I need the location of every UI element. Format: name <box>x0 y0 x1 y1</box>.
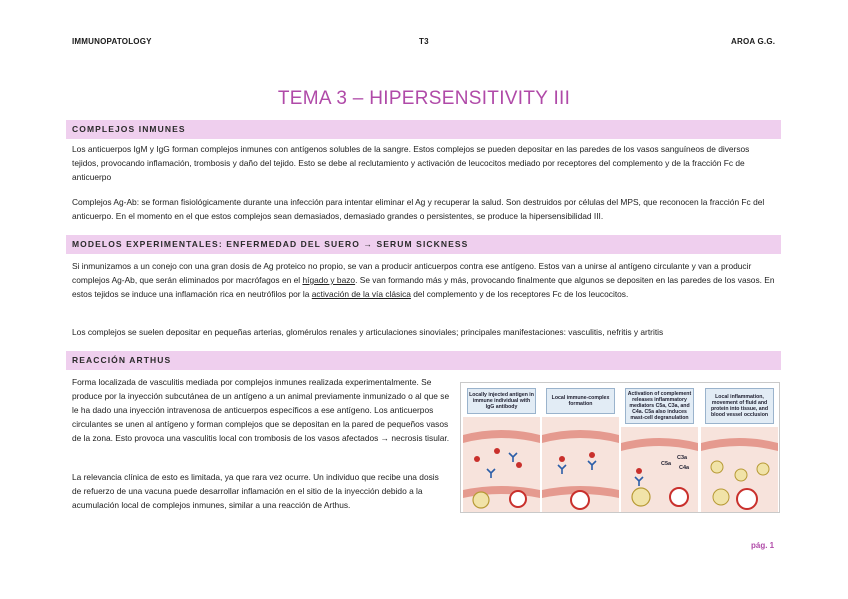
figure-panel-4 <box>701 385 778 512</box>
figure-caption-3: Activation of complement releases inflammatory mediators C5a, C3a, and C4a. C5a also induces mast-cell degranulation <box>625 388 694 424</box>
panel-4-illustration <box>701 385 778 512</box>
text-run: . Se van formando más y más, provocando finalmente que algunos se depositen en las paredes de los vasos. En estos tejidos se induce una inflamación rica en neutrófilos por la <box>72 275 775 299</box>
antigen-dot <box>516 462 522 468</box>
figure-caption-4: Local inflammation, movement of fluid and protein into tissue, and blood vessel occlusion <box>705 388 774 424</box>
label-c4a: C4a <box>679 465 690 471</box>
panel-3-illustration <box>621 385 698 512</box>
page-number: pág. 1 <box>751 541 775 550</box>
paragraph-arthus-2: La relevancia clínica de esto es limitada, ya que rara vez ocurre. Un individuo que recibe una dosis de refuerzo de una vacuna puede desarrollar inflamación en el sitio de la inyección debido a la acumulación local de complejos inmunes, similar a una reacción de Arthus. <box>72 472 439 510</box>
figure-panel-2 <box>542 385 619 512</box>
section-heading-modelos: MODELOS EXPERIMENTALES: ENFERMEDAD DEL SUERO → SERUM SICKNESS <box>66 235 781 254</box>
mast-cell <box>632 488 650 506</box>
header-author: AROA G.G. <box>731 37 776 46</box>
underlined-term-classical-pathway: activación de la vía clásica <box>311 289 411 299</box>
neutrophil <box>711 461 723 473</box>
figure-caption-2: Local immune-complex formation <box>546 388 615 414</box>
red-cell <box>571 491 589 509</box>
underlined-term-liver-spleen: hígado y bazo <box>302 275 356 285</box>
paragraph-arthus-1: Forma localizada de vasculitis mediada por complejos inmunes realizada experimentalmente. Se produce por la inyección subcutánea de un antígeno a un animal previamente inmunizado o al que se le ha dado una inyección intravenosa de anticuerpos específicos a ese antígeno. Los anticuerpos circulantes se unen al antígeno y forman complejos que se depositan en la pared de pequeños vasos de la zona. Esto provoca una vasculitis local con trombosis de los vasos afectados → necrosis tisular. <box>72 377 450 443</box>
figure-caption-1: Locally injected antigen in immune individual with IgG antibody <box>467 388 536 414</box>
antigen-dot <box>474 456 480 462</box>
occluded-vessel <box>737 489 757 509</box>
text-run: Si inmunizamos a un conejo con una gran dosis de Ag proteico no propio, se van a producir anticuerpos contra ese antígeno. Estos van a unirse al antígeno circulante y van a producir complejos Ag-Ab, que serán eliminados por macrófagos en el <box>72 261 752 285</box>
header-subject: IMMUNOPATOLOGY <box>72 37 152 46</box>
arthus-reaction-figure <box>460 382 780 513</box>
red-cell <box>670 488 688 506</box>
figure-panel-1 <box>463 385 540 512</box>
header-topic: T3 <box>419 37 429 46</box>
antigen-dot <box>494 448 500 454</box>
mast-cell <box>473 492 489 508</box>
panel-1-illustration <box>463 385 540 512</box>
paragraph-complejos-1: Los anticuerpos IgM y IgG forman complejos inmunes con antígenos solubles de la sangre. Estos complejos se pueden depositar en las paredes de los vasos sanguíneos de diversos tejidos, provocando inflamación, trombosis y daño del tejido. Esto se debe al reclutamiento y activación de leucocitos mediado por receptores del complemento y de la fracción Fc de anticuerpo <box>72 144 750 182</box>
label-c3a: C3a <box>677 455 688 461</box>
page-title: TEMA 3 – HIPERSENSITIVITY III <box>277 88 571 109</box>
figure-panel-3 <box>621 385 698 512</box>
text-run: del complemento y de los receptores Fc de los leucocitos. <box>410 289 629 299</box>
neutrophil <box>757 463 769 475</box>
neutrophil <box>735 469 747 481</box>
antigen-dot <box>559 456 565 462</box>
panel-2-illustration <box>542 385 619 512</box>
paragraph-complejos-2: Complejos Ag-Ab: se forman fisiológicamente durante una infección para intentar eliminar el Ag y recuperar la salud. Son destruidos por células del MPS, que reconocen la fracción Fc del anticuerpo. En el momento en el que estos complejos sean demasiados, demasiado grandes o persistentes, se produce la hipersensibilidad III. <box>72 197 765 221</box>
section-heading-complejos: COMPLEJOS INMUNES <box>66 120 781 139</box>
antigen-dot <box>589 452 595 458</box>
neutrophil <box>713 489 729 505</box>
paragraph-modelos-2: Los complejos se suelen depositar en pequeñas arterias, glomérulos renales y articulaciones sinoviales; principales manifestaciones: vasculitis, nefritis y artritis <box>72 327 664 337</box>
section-heading-arthus: REACCIÓN ARTHUS <box>66 351 781 370</box>
antigen-dot <box>636 468 642 474</box>
label-c5a: C5a <box>661 461 672 467</box>
paragraph-modelos-1 <box>72 259 777 301</box>
red-cell <box>510 491 526 507</box>
